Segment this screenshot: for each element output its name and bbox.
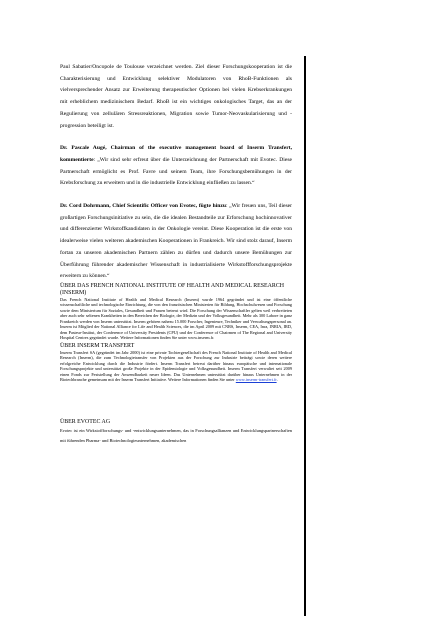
transfert-after-link: . (276, 377, 278, 383)
evotec-text: Evotec ist ein Wirkstoffforschungs- und -entwicklungsunternehmen, das in Forschungsallianzen und Entwicklungspartnerschaften mit führenden Pharma- und Biotechnologieunternehmen, akademischen (60, 427, 292, 443)
evotec-heading: ÜBER EVOTEC AG (60, 419, 111, 425)
transfert-link[interactable]: www.inserm-transfert.fr (235, 377, 277, 383)
body-paragraph-1: Paul Sabatier/Oncopole de Toulouse verzeichnet werden. Ziel dieser Forschungskooperation ist die Charakterisierung und Entwicklung selektiver Modulatoren von RhoB-Funktionen als vielversprechender Ansatz zur Erweiterung therapeutischer Optionen bei vielen Krebserkrankungen mit erheblichem medizinischem Bedarf. RhoB ist ein wichtiges onkologisches Target, das an der Regulierung von zellulären Stressreaktionen, Migration sowie Tumor-Neovaskularisierung und -progression beteiligt ist. (60, 64, 292, 129)
document-page (60, 62, 292, 446)
inserm-text: Das French National Institute of Health and Medical Research (Inserm) wurde 1964 gegründet und ist eine öffentliche wissenschaftliche und technologische Einrichtung, die von den französischen Ministerien für Bildung, Hochschulwesen und Forschung sowie dem Ministerium für Soziales, Gesundheit und Frauen betreut wird. Die Forschung der Wissenschaftler gelten weil verbreiteten aber auch sehr seltenen Krankheiten in den Bereichen der Biologie, der Medizin und der Volksgesundheit. Mehr als 300 Labore in ganz Frankreich werden von Inserm unterstützt. Inserm gehören nahezu 15.000 Forscher, Ingenieure, Techniker und Verwaltungspersonal an. Inserm ist Mitglied der National Alliance for Life and Health Sciences, die im April 2009 mit CNRS, Inserm, CEA, Inra, INRIA, IRD, dem Pasteur-Institut, der Conference of University Presidents (CPU) und der Conference of Chairmen of The Regional and University Hospital Centres gegründet wurde. Weitere Informationen finden Sie unter www.inserm.fr. (60, 296, 292, 341)
transfert-heading: ÜBER INSERM TRANSFERT (60, 342, 135, 349)
quote-paragraph-2 (60, 201, 292, 283)
transfert-text (60, 350, 292, 383)
quote-paragraph-1 (60, 143, 292, 190)
margin-rule (304, 56, 306, 616)
transfert-body: Inserm Transfert SA (gegründet im Jahr 2000) ist eine private Tochtergesellschaft des French National Institute of Health and Medical Research (Inserm), die zum Technologietransfer von Projekten aus der Forschung zur Industrie beiträgt sowie deren weitere erfolgreiche Entwicklung durch die Industrie fördert. Inserm Transfert betreut darüber hinaus europäische und internationale Forschungsprojekte und unterstützt große Projekte in der Epidemiologie und Volksgesundheit. Inserm Transfert verwaltet seit 2009 einen Fonds zur Feststellung der Anwendbarkeit neuer Ideen. Das Unternehmen unterstützt darüber hinaus Unternehmen in der Biotechbranche gemeinsam mit der Inserm Transfert Initiative. Weitere Informationen finden Sie unter (60, 349, 292, 383)
inserm-heading: ÜBER DAS FRENCH NATIONAL INSTITUTE OF HEALTH AND MEDICAL RESEARCH (INSERM) (60, 282, 285, 296)
quote-2-speaker: Dr. Cord Dohrmann, Chief Scientific Officer von Evotec, fügte hinzu (60, 203, 226, 210)
quote-1-text: : „Wir sind sehr erfreut über die Unterzeichnung der Partnerschaft mit Evotec. Diese Partnerschaft ermöglicht es Prof. Favre und seinem Team, ihre Forschungsbemühungen in der Krebsforschung zu erweitern und in die industrielle Entwicklung einfließen zu lassen.“ (60, 156, 292, 187)
quote-2-text: : „Wir freuen uns, Teil dieser großartigen Forschungsinitiative zu sein, die die idealen Bestandteile zur Erforschung hochinnovativer und differenzierter Wirkstoffkandidaten in der Onkologie vereint. Diese Kooperation ist die erste von idealerweise vielen weiteren akademischen Kooperationen in Frankreich. Wir sind stolz darauf, Inserm fortan zu unseren akademischen Partnern zählen zu dürfen und dadurch unsere Bemühungen zur Überführung führender akademischer Wissenschaft in industrialisierte Wirkstoffforschungsprojekte erweitern zu können.“ (60, 203, 292, 280)
quote-1-speaker: Dr. Pascale Augé, Chairman of the executive management board of Inserm Transfert, kommentierte (60, 145, 292, 163)
